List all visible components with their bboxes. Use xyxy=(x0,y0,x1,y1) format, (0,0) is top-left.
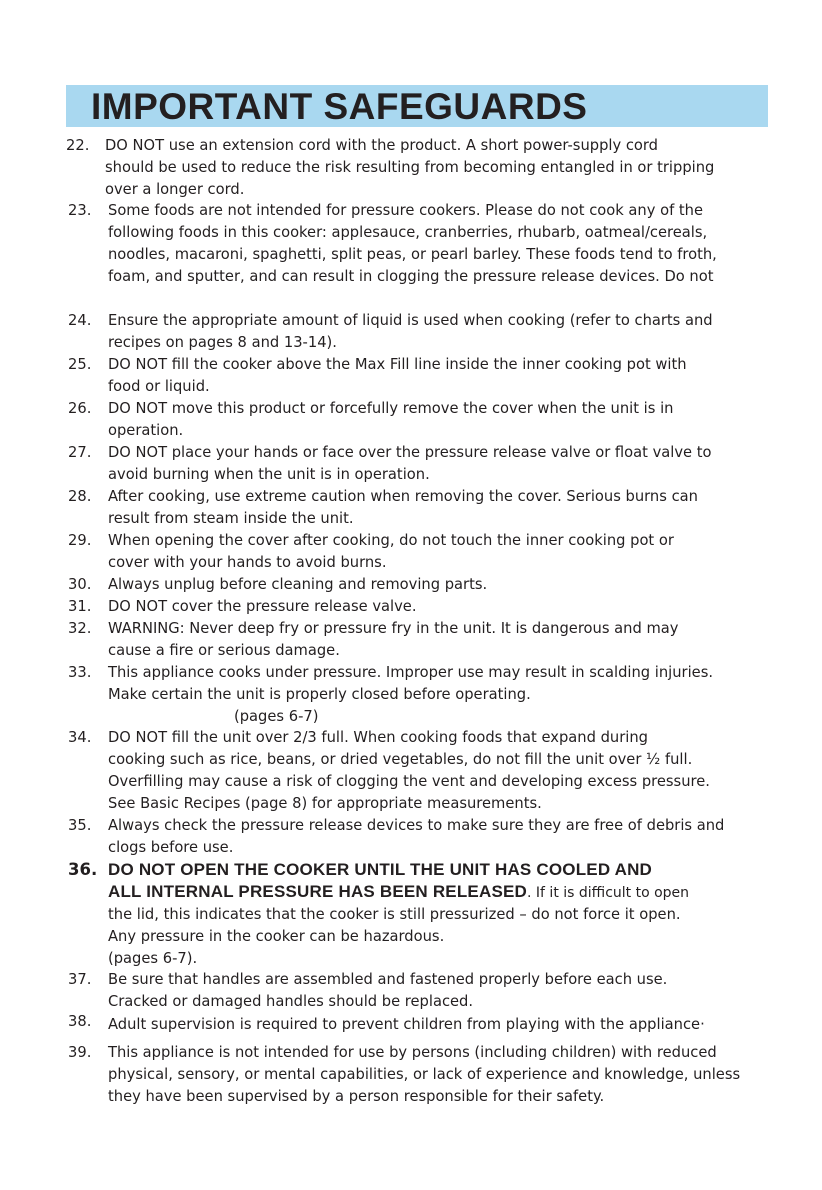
item-text-line: following foods in this cooker: applesauce, cranberries, rhubarb, oatmeal/cereals, xyxy=(108,224,708,241)
item-text-line: Always check the pressure release devices to make sure they are free of debris and xyxy=(108,817,725,834)
item-text-line: they have been supervised by a person responsible for their safety. xyxy=(108,1088,605,1105)
item-text-line: . If it is difficult to open xyxy=(527,885,690,901)
item-text-line: Always unplug before cleaning and removing parts. xyxy=(108,576,488,593)
item-number: 28. xyxy=(68,488,92,505)
item-text-line: cover with your hands to avoid burns. xyxy=(108,554,387,571)
item-text-line: operation. xyxy=(108,422,184,439)
item-text-line: Ensure the appropriate amount of liquid is used when cooking (refer to charts and xyxy=(108,312,713,329)
item-text-line: foam, and sputter, and can result in clogging the pressure release devices. Do not xyxy=(108,268,714,285)
item-number: 39. xyxy=(68,1044,92,1061)
item-text-line: avoid burning when the unit is in operation. xyxy=(108,466,430,483)
item-text-line: DO NOT fill the cooker above the Max Fill line inside the inner cooking pot with xyxy=(108,356,687,373)
item-text-line: When opening the cover after cooking, do not touch the inner cooking pot or xyxy=(108,532,674,549)
item-text-line: DO NOT cover the pressure release valve. xyxy=(108,598,417,615)
item-number: 35. xyxy=(68,817,92,834)
item-number: 25. xyxy=(68,356,92,373)
item-text-line: the lid, this indicates that the cooker is still pressurized – do not force it open. xyxy=(108,906,681,923)
item-text-line: This appliance is not intended for use by persons (including children) with reduced xyxy=(108,1044,717,1061)
item-text-line: recipes on pages 8 and 13-14). xyxy=(108,334,337,351)
item-text-line: Cracked or damaged handles should be replaced. xyxy=(108,993,474,1010)
item-text-line: Overfilling may cause a risk of clogging the vent and developing excess pressure. xyxy=(108,773,710,790)
item-text-line: After cooking, use extreme caution when removing the cover. Serious burns can xyxy=(108,488,698,505)
item-text-line: Make certain the unit is properly closed before operating. xyxy=(108,686,531,703)
item-number: 27. xyxy=(68,444,92,461)
item-number: 38. xyxy=(68,1013,92,1030)
item-text-line: Any pressure in the cooker can be hazardous. xyxy=(108,928,445,945)
item-text-line: clogs before use. xyxy=(108,839,234,856)
item-text-line: noodles, macaroni, spaghetti, split peas, or pearl barley. These foods tend to froth, xyxy=(108,246,717,263)
item-number: 31. xyxy=(68,598,92,615)
item-number: 34. xyxy=(68,729,92,746)
item-text-line: should be used to reduce the risk resulting from becoming entangled in or tripping xyxy=(105,159,715,176)
item-text-line: result from steam inside the unit. xyxy=(108,510,354,527)
item-text-line: Adult supervision is required to prevent children from playing with the appliance· xyxy=(108,1016,705,1033)
item-number: 24. xyxy=(68,312,92,329)
item-text-line: See Basic Recipes (page 8) for appropriate measurements. xyxy=(108,795,542,812)
item-text-line: cooking such as rice, beans, or dried vegetables, do not fill the unit over ½ full. xyxy=(108,751,693,768)
item-text-line: (pages 6-7). xyxy=(108,950,198,967)
item-number: 32. xyxy=(68,620,92,637)
page-title: IMPORTANT SAFEGUARDS xyxy=(91,86,588,127)
item-text-line: Be sure that handles are assembled and fastened properly before each use. xyxy=(108,971,668,988)
item-text-line: Some foods are not intended for pressure cookers. Please do not cook any of the xyxy=(108,202,704,219)
item-number: 23. xyxy=(68,202,92,219)
item-text-line: DO NOT move this product or forcefully remove the cover when the unit is in xyxy=(108,400,674,417)
item-number: 30. xyxy=(68,576,92,593)
item-number: 37. xyxy=(68,971,92,988)
item-warning-heading: DO NOT OPEN THE COOKER UNTIL THE UNIT HAS COOLED AND xyxy=(108,860,653,879)
item-number: 22. xyxy=(66,137,90,154)
item-number: 36. xyxy=(68,860,98,879)
item-text-line: physical, sensory, or mental capabilities, or lack of experience and knowledge, unless xyxy=(108,1066,741,1083)
item-text-line: DO NOT fill the unit over 2/3 full. When cooking foods that expand during xyxy=(108,729,648,746)
item-text-line: cause a fire or serious damage. xyxy=(108,642,340,659)
item-number: 29. xyxy=(68,532,92,549)
item-number: 33. xyxy=(68,664,92,681)
item-text-line: DO NOT place your hands or face over the pressure release valve or float valve to xyxy=(108,444,712,461)
item-text-line: (pages 6-7) xyxy=(234,708,319,725)
item-text-line: over a longer cord. xyxy=(105,181,245,198)
item-text-line: This appliance cooks under pressure. Improper use may result in scalding injuries. xyxy=(108,664,714,681)
item-number: 26. xyxy=(68,400,92,417)
item-text-line: DO NOT use an extension cord with the product. A short power-supply cord xyxy=(105,137,659,154)
item-text-line: food or liquid. xyxy=(108,378,210,395)
item-text-line: WARNING: Never deep fry or pressure fry in the unit. It is dangerous and may xyxy=(108,620,679,637)
item-warning-heading: ALL INTERNAL PRESSURE HAS BEEN RELEASED xyxy=(108,882,528,901)
